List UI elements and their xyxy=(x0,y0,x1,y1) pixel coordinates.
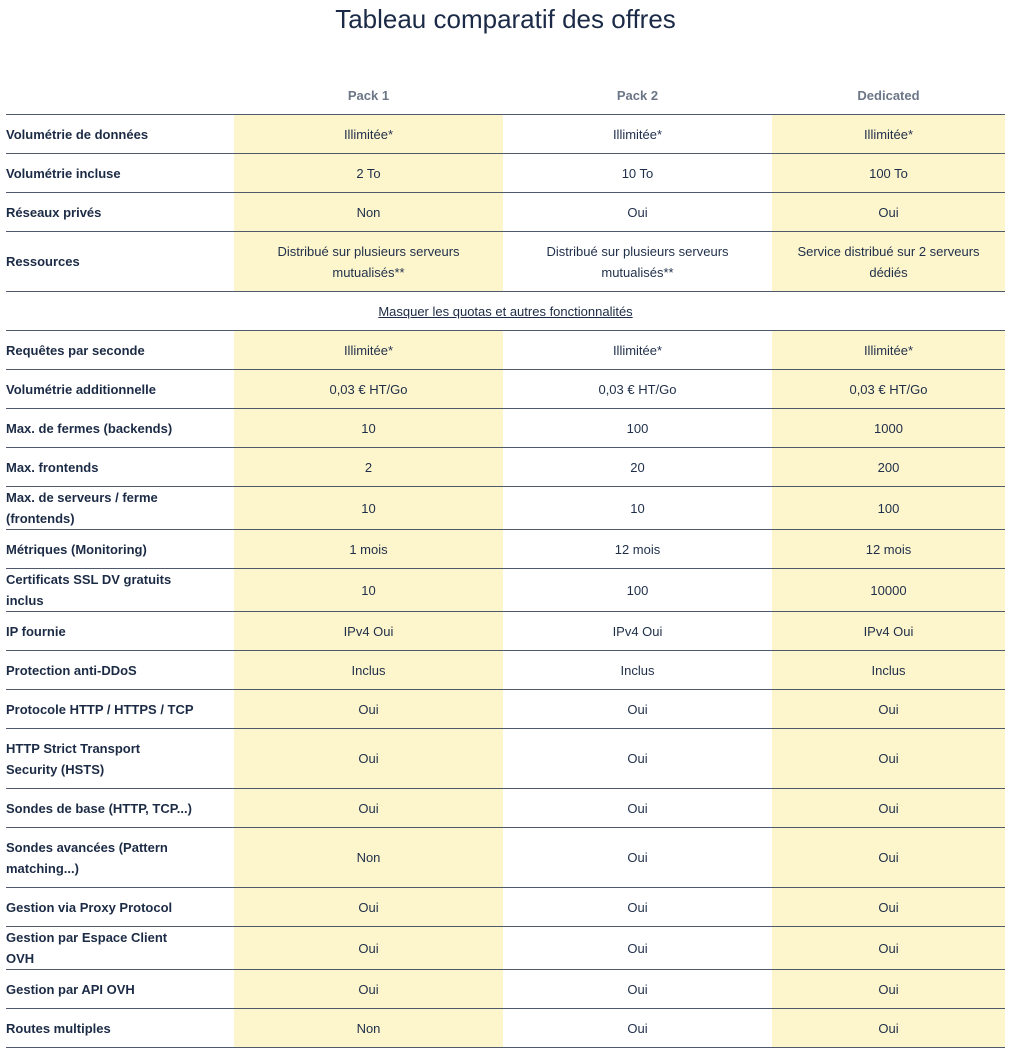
cell-pack-1: 0,03 € HT/Go xyxy=(234,370,503,409)
row-label: IP fournie xyxy=(6,612,234,651)
cell-pack-2: Oui xyxy=(503,970,772,1009)
row-label: Max. de fermes (backends) xyxy=(6,409,234,448)
table-row xyxy=(6,927,1005,970)
cell-dedicated: 200 xyxy=(772,448,1005,487)
column-header-dedicated: Dedicated xyxy=(772,77,1005,115)
table-row xyxy=(6,690,1005,729)
cell-pack-1: 10 xyxy=(234,409,503,448)
column-header-pack-1: Pack 1 xyxy=(234,77,503,115)
cell-dedicated: 1000 xyxy=(772,409,1005,448)
cell-pack-1: Illimitée* xyxy=(234,331,503,370)
cell-pack-1: 10 xyxy=(234,569,503,612)
cell-pack-2: Illimitée* xyxy=(503,331,772,370)
cell-pack-1: Oui xyxy=(234,729,503,789)
cell-pack-1: Inclus xyxy=(234,651,503,690)
cell-pack-1: Oui xyxy=(234,927,503,970)
cell-pack-1: Non xyxy=(234,193,503,232)
cell-dedicated: Oui xyxy=(772,970,1005,1009)
cell-pack-2: Illimitée* xyxy=(503,115,772,154)
cell-pack-2: Oui xyxy=(503,828,772,888)
cell-pack-2: 0,03 € HT/Go xyxy=(503,370,772,409)
cell-dedicated: Illimitée* xyxy=(772,115,1005,154)
cell-dedicated: Oui xyxy=(772,1009,1005,1048)
cell-dedicated: Inclus xyxy=(772,651,1005,690)
table-row xyxy=(6,1009,1005,1048)
table-row xyxy=(6,331,1005,370)
table-row xyxy=(6,569,1005,612)
row-label: Volumétrie additionnelle xyxy=(6,370,234,409)
column-header-pack-2: Pack 2 xyxy=(503,77,772,115)
table-row xyxy=(6,970,1005,1009)
cell-pack-1: Oui xyxy=(234,970,503,1009)
row-label: Max. frontends xyxy=(6,448,234,487)
table-row xyxy=(6,409,1005,448)
cell-dedicated: Oui xyxy=(772,927,1005,970)
row-label: Gestion via Proxy Protocol xyxy=(6,888,234,927)
cell-pack-2: 100 xyxy=(503,409,772,448)
cell-dedicated: 0,03 € HT/Go xyxy=(772,370,1005,409)
cell-pack-1: Distribué sur plusieurs serveurs mutualisés** xyxy=(234,232,503,292)
row-label: Sondes de base (HTTP, TCP...) xyxy=(6,789,234,828)
cell-pack-2: 10 To xyxy=(503,154,772,193)
cell-dedicated: 100 xyxy=(772,487,1005,530)
table-row xyxy=(6,651,1005,690)
cell-pack-1: 2 xyxy=(234,448,503,487)
cell-dedicated: Oui xyxy=(772,729,1005,789)
row-label: Ressources xyxy=(6,232,234,292)
cell-pack-1: 1 mois xyxy=(234,530,503,569)
toggle-row xyxy=(6,292,1005,331)
row-label: Réseaux privés xyxy=(6,193,234,232)
cell-dedicated: Oui xyxy=(772,888,1005,927)
cell-dedicated: Oui xyxy=(772,789,1005,828)
table-row xyxy=(6,232,1005,292)
row-label: Requêtes par seconde xyxy=(6,331,234,370)
row-label: Max. de serveurs / ferme (frontends) xyxy=(6,487,234,530)
cell-pack-1: Oui xyxy=(234,888,503,927)
cell-pack-2: 10 xyxy=(503,487,772,530)
extra-rows xyxy=(6,331,1005,1048)
table-row xyxy=(6,154,1005,193)
table-row xyxy=(6,828,1005,888)
cell-pack-2: Distribué sur plusieurs serveurs mutualisés** xyxy=(503,232,772,292)
cell-dedicated: Oui xyxy=(772,828,1005,888)
hide-quotas-link[interactable]: Masquer les quotas et autres fonctionnalités xyxy=(378,303,633,319)
cell-dedicated: Oui xyxy=(772,690,1005,729)
cell-pack-1: 2 To xyxy=(234,154,503,193)
cell-dedicated: Illimitée* xyxy=(772,331,1005,370)
cell-pack-1: Non xyxy=(234,1009,503,1048)
row-label: Volumétrie de données xyxy=(6,115,234,154)
table-row xyxy=(6,448,1005,487)
row-label: Protocole HTTP / HTTPS / TCP xyxy=(6,690,234,729)
cell-pack-2: Oui xyxy=(503,927,772,970)
cell-pack-1: Oui xyxy=(234,690,503,729)
cell-dedicated: 100 To xyxy=(772,154,1005,193)
table-row xyxy=(6,115,1005,154)
row-label: Protection anti-DDoS xyxy=(6,651,234,690)
cell-pack-1: Oui xyxy=(234,789,503,828)
row-label: Gestion par Espace Client OVH xyxy=(6,927,234,970)
cell-pack-2: Inclus xyxy=(503,651,772,690)
row-label: Gestion par API OVH xyxy=(6,970,234,1009)
cell-dedicated: IPv4 Oui xyxy=(772,612,1005,651)
cell-dedicated: 12 mois xyxy=(772,530,1005,569)
row-label: Volumétrie incluse xyxy=(6,154,234,193)
cell-pack-2: Oui xyxy=(503,1009,772,1048)
cell-pack-1: IPv4 Oui xyxy=(234,612,503,651)
cell-dedicated: Oui xyxy=(772,193,1005,232)
cell-dedicated: Service distribué sur 2 serveurs dédiés xyxy=(772,232,1005,292)
row-label: Certificats SSL DV gratuits inclus xyxy=(6,569,234,612)
table-row xyxy=(6,888,1005,927)
cell-dedicated: 10000 xyxy=(772,569,1005,612)
cell-pack-2: Oui xyxy=(503,789,772,828)
cell-pack-2: 100 xyxy=(503,569,772,612)
table-row xyxy=(6,729,1005,789)
table-row xyxy=(6,193,1005,232)
cell-pack-2: Oui xyxy=(503,193,772,232)
cell-pack-2: IPv4 Oui xyxy=(503,612,772,651)
cell-pack-2: Oui xyxy=(503,690,772,729)
cell-pack-1: Illimitée* xyxy=(234,115,503,154)
cell-pack-2: Oui xyxy=(503,888,772,927)
row-label: Métriques (Monitoring) xyxy=(6,530,234,569)
cell-pack-1: Non xyxy=(234,828,503,888)
table-row xyxy=(6,370,1005,409)
cell-pack-2: Oui xyxy=(503,729,772,789)
table-row xyxy=(6,789,1005,828)
table-row xyxy=(6,487,1005,530)
page-title: Tableau comparatif des offres xyxy=(335,4,676,34)
table-row xyxy=(6,530,1005,569)
row-label: Sondes avancées (Pattern matching...) xyxy=(6,828,234,888)
comparison-table xyxy=(6,77,1005,1048)
cell-pack-2: 12 mois xyxy=(503,530,772,569)
header-row xyxy=(6,77,1005,115)
row-label: HTTP Strict Transport Security (HSTS) xyxy=(6,729,234,789)
cell-pack-2: 20 xyxy=(503,448,772,487)
cell-pack-1: 10 xyxy=(234,487,503,530)
table-row xyxy=(6,612,1005,651)
toggle-cell xyxy=(6,292,1005,331)
header-label-cell xyxy=(6,77,234,115)
row-label: Routes multiples xyxy=(6,1009,234,1048)
